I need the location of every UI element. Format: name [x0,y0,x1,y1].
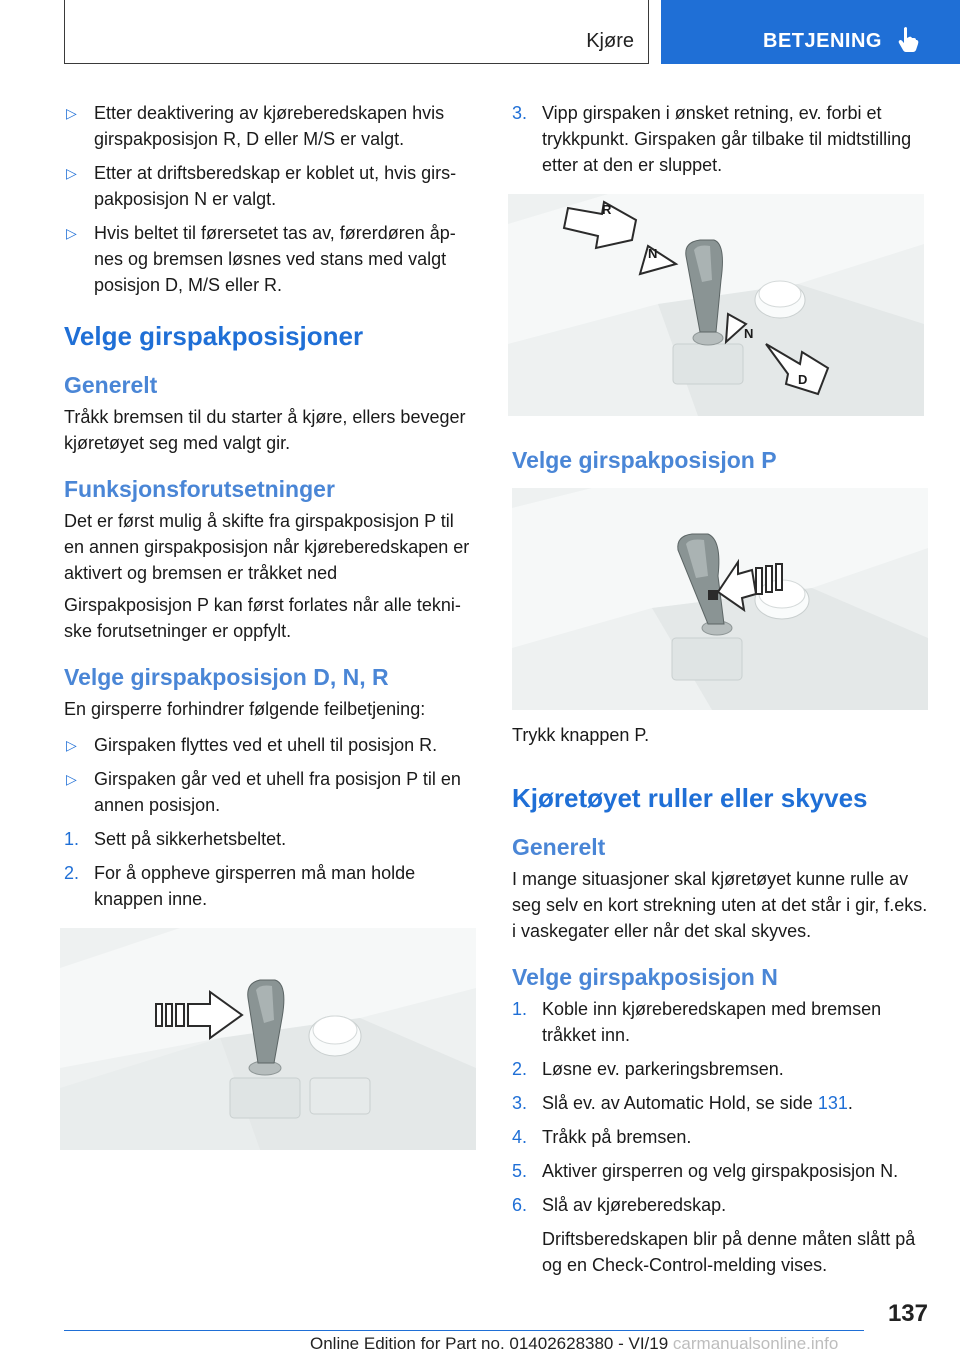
list-item: ▷ Girspaken flyttes ved et uhell til posisjon R. [64,732,476,758]
gear-label-d: D [798,372,808,387]
gear-label-n: N [744,326,754,341]
paragraph: En girsperre forhindrer følgende feilbetjening: [64,699,426,719]
header-section-box [64,0,649,64]
right-column [512,100,928,186]
section-heading: Kjøretøyet ruller eller skyves [512,783,868,813]
triangle-bullet-icon: ▷ [66,737,77,753]
step-item: 2. Løsne ev. parkeringsbremsen. [512,1059,784,1079]
gear-label-n: N [648,246,658,261]
subsection-heading: Velge girspakposisjon D, N, R [64,664,389,690]
header-section-title: Kjøre [586,30,634,52]
footer-divider [64,1330,864,1331]
step-item: 4. Tråkk på bremsen. [512,1127,692,1147]
step-note: Driftsberedskapen blir på denne måten slått på og en Check-Control-melding vises. [542,1229,916,1275]
subsection-heading: Funksjonsforutsetninger [64,476,335,502]
subsection-heading: Generelt [64,372,158,398]
header-chapter-box [661,0,960,64]
section-heading: Velge girspakposisjoner [64,321,364,351]
watermark: carmanualsonline.info [672,1334,839,1353]
step-item: 3. Slå ev. av Automatic Hold, se side 131. [512,1093,853,1113]
triangle-bullet-icon: ▷ [66,225,77,241]
step-item: 1. Koble inn kjøreberedskapen med bremsen tråkket inn. [512,999,882,1045]
subsection-heading: Generelt [512,834,606,860]
left-column [64,100,476,920]
step-item: 2. For å oppheve girsperren må man holde knappen inne. [64,863,416,909]
triangle-bullet-icon: ▷ [66,771,77,787]
paragraph: I mange situasjoner skal kjøretøyet kunne rulle av seg selv en kort strekning uten at det står i gir, f.eks. i vaskegater eller når det skal skyves. [512,869,928,941]
triangle-bullet-icon: ▷ [66,165,77,181]
list-item: ▷ Girspaken går ved et uhell fra posisjon P til en annen posisjon. [64,766,476,818]
header-chapter-title: BETJENING [763,30,882,52]
paragraph: Det er først mulig å skifte fra girspakposisjon P til en annen girspakposisjon når kjøreberedskapen er aktivert og bremsen er tråkket ned [64,511,470,583]
gear-lever-unlock-illustration [60,928,476,1150]
paragraph: Trykk knappen P. [512,725,650,745]
step-item: 1. Sett på sikkerhetsbeltet. [64,829,287,849]
step-item: 5. Aktiver girsperren og velg girspakposisjon N. [512,1161,899,1181]
step-item: 3. Vipp girspaken i ønsket retning, ev. forbi et trykkpunkt. Girspaken går tilbake til midtstilling etter at den er sluppet. [512,103,912,175]
step-item: 6. Slå av kjøreberedskap. [512,1195,727,1215]
page-link[interactable]: 131 [817,1093,848,1113]
list-item: ▷ Etter at driftsberedskap er koblet ut, hvis girspakposisjon N er valgt. [64,160,476,212]
subsection-heading: Velge girspakposisjon P [512,447,777,473]
park-button-illustration [512,488,928,710]
gear-shift-directions-illustration [508,194,924,416]
list-item: ▷ Etter deaktivering av kjøreberedskapen hvis girspakposisjon R, D eller M/S er valgt. [64,100,476,152]
paragraph: Girspakposisjon P kan først forlates når alle tekniske forutsetninger er oppfylt. [64,595,461,641]
triangle-bullet-icon: ▷ [66,105,77,121]
list-item: ▷ Hvis beltet til førersetet tas av, førerdøren åpnes og bremsen løsnes ved stans med valgt posisjon D, M/S eller R. [64,220,476,298]
paragraph: Tråkk bremsen til du starter å kjøre, ellers beveger kjøretøyet seg med valgt gir. [64,407,466,453]
footer-edition: Online Edition for Part no. 01402628380 - VI/19 carmanualsonline.info [310,1334,839,1353]
hand-pointer-icon [897,26,919,57]
page-number: 137 [887,1300,928,1327]
subsection-heading: Velge girspakposisjon N [512,964,778,990]
gear-label-r: R [602,202,612,217]
right-column-lower [512,782,928,1286]
